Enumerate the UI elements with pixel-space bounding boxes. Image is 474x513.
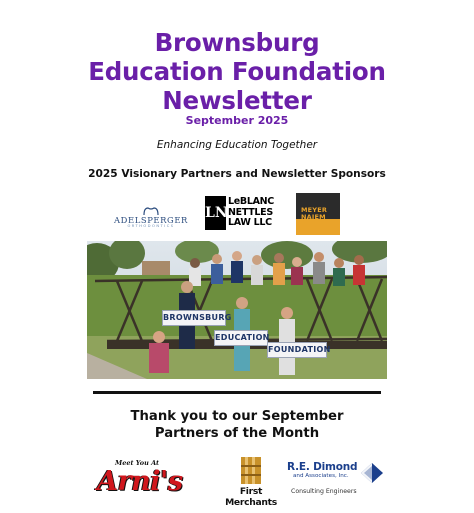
arnis-tagline: Meet You At bbox=[115, 459, 160, 467]
arnis-logo bbox=[95, 458, 187, 500]
group-photo bbox=[87, 241, 387, 379]
re-dimond-logo bbox=[287, 459, 387, 499]
partners-heading bbox=[0, 408, 474, 442]
meyer-stripe bbox=[296, 219, 340, 235]
title-line-3: Newsletter bbox=[162, 86, 312, 115]
leblanc-line-3: LAW LLC bbox=[228, 217, 272, 228]
sign-brownsburg: BROWNSBURG bbox=[162, 310, 226, 326]
re-dimond-tagline: Consulting Engineers bbox=[291, 488, 357, 495]
partners-heading-line-1: Thank you to our September bbox=[130, 409, 344, 424]
first-merchants-logo bbox=[218, 456, 284, 508]
photo-scene bbox=[87, 241, 387, 379]
title-line-1: Brownsburg bbox=[154, 28, 320, 57]
issue-date: September 2025 bbox=[185, 114, 289, 127]
sponsors-heading: 2025 Visionary Partners and Newsletter Sponsors bbox=[88, 168, 386, 180]
adelsperger-logo bbox=[112, 206, 190, 228]
leblanc-text bbox=[228, 197, 274, 229]
leblanc-line-2: NETTLES bbox=[228, 206, 273, 218]
newsletter-title bbox=[0, 28, 474, 115]
meyer-line-2: NAJEM bbox=[301, 213, 326, 221]
adelsperger-sub: ORTHODONTICS bbox=[127, 224, 175, 228]
sign-foundation: FOUNDATION bbox=[267, 342, 327, 358]
leblanc-line-1: LeBLANC bbox=[228, 196, 274, 207]
meyer-line-1: MEYER bbox=[301, 206, 328, 214]
meyer-najem-logo bbox=[296, 193, 340, 235]
re-dimond-sub: and Associates, Inc. bbox=[293, 473, 349, 479]
arnis-name: Arni's bbox=[97, 466, 183, 497]
tagline: Enhancing Education Together bbox=[156, 139, 318, 151]
re-dimond-name: R.E. Dimond bbox=[287, 461, 358, 473]
section-divider bbox=[93, 391, 381, 394]
leblanc-mark: LN bbox=[205, 196, 226, 230]
first-merchants-icon bbox=[218, 456, 284, 486]
diamond-icon bbox=[360, 462, 384, 484]
sign-education: EDUCATION bbox=[214, 330, 268, 346]
first-merchants-name: First Merchants bbox=[225, 486, 277, 508]
adelsperger-name: ADELSPERGER bbox=[114, 215, 188, 225]
title-line-2: Education Foundation bbox=[88, 57, 386, 86]
partners-heading-line-2: Partners of the Month bbox=[154, 426, 320, 441]
leblanc-nettles-logo bbox=[205, 196, 274, 230]
